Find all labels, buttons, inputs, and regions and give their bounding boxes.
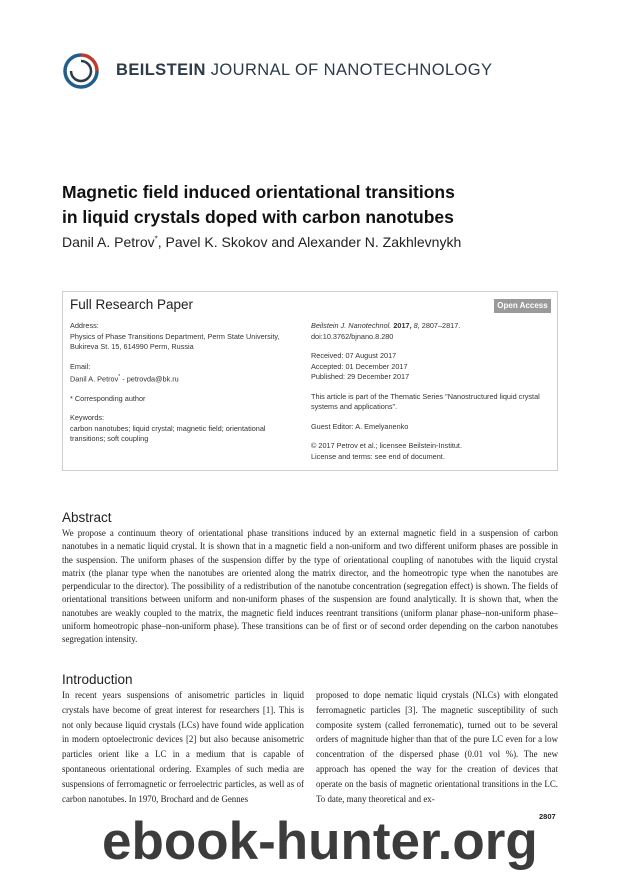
- corresponding-mark: *: [154, 234, 158, 244]
- copyright: © 2017 Petrov et al.; licensee Beilstein-Institut.: [311, 441, 462, 450]
- article-title: [62, 180, 482, 230]
- keywords: carbon nanotubes; liquid crystal; magnetic field; orientational transitions; soft coupling: [70, 423, 266, 444]
- address-label: Address:: [70, 321, 99, 330]
- journal-logo: [62, 52, 100, 90]
- citation-year: 2017,: [391, 321, 412, 330]
- address-line-1: Physics of Phase Transitions Department, Perm State University,: [70, 331, 280, 341]
- title-line-1: Magnetic field induced orientational transitions: [62, 182, 455, 202]
- received-date: Received: 07 August 2017: [311, 351, 397, 360]
- corresponding-author-note: * Corresponding author: [70, 393, 146, 403]
- address-line-2: Bukireva St. 15, 614990 Perm, Russia: [70, 342, 194, 351]
- citation-volume: 8,: [411, 321, 420, 330]
- thematic-series-link[interactable]: This article is part of the Thematic Series "Nanostructured liquid crystal systems and applications".: [311, 391, 540, 411]
- license-link[interactable]: License and terms: see end of document.: [311, 451, 445, 461]
- author-1: Danil A. Petrov: [62, 234, 155, 250]
- abstract-heading: Abstract: [62, 510, 112, 525]
- citation: [311, 321, 551, 332]
- other-authors: , Pavel K. Skokov and Alexander N. Zakhlevnykh: [157, 234, 462, 250]
- introduction-heading: Introduction: [62, 672, 133, 687]
- logo-ring-icon: [62, 52, 100, 90]
- doi-link[interactable]: doi:10.3762/bjnano.8.280: [311, 331, 394, 341]
- email-line: [70, 372, 300, 385]
- guest-editor: Guest Editor: A. Emelyanenko: [311, 421, 409, 431]
- paper-type: Full Research Paper: [70, 297, 194, 312]
- journal-name-rest: JOURNAL OF NANOTECHNOLOGY: [205, 61, 493, 79]
- published-date: Published: 29 December 2017: [311, 372, 410, 381]
- introduction-left-column: In recent years suspensions of anisometric particles in liquid crystals have become of great interest for researchers [1]. This is not only because liquid crystals (LCs) have found wide application in modern optoelectronic devices [2] but also because anisometric particles orient like a LC in a medium that is capable of spontaneous orientational ordering. Examples of such media are suspensions of ferromagnetic or ferroelectric particles, as well as of carbon nanotubes. In 1970, Brochard and de Gennes: [62, 690, 304, 804]
- accepted-date: Accepted: 01 December 2017: [311, 361, 408, 371]
- author-list: [62, 234, 461, 250]
- citation-pages: 2807–2817.: [419, 321, 461, 330]
- info-left-column: [70, 321, 300, 452]
- page-number: 2807: [539, 812, 556, 821]
- email-name: Danil A. Petrov: [70, 374, 119, 384]
- email-label: Email:: [70, 361, 91, 371]
- email-mark: *: [118, 374, 121, 380]
- title-line-2: in liquid crystals doped with carbon nanotubes: [62, 207, 454, 227]
- info-right-column: [311, 321, 551, 469]
- watermark: ebook-hunter.org: [102, 812, 538, 871]
- citation-journal: Beilstein J. Nanotechnol.: [311, 321, 392, 330]
- email-address-link[interactable]: - petrovda@bk.ru: [120, 374, 179, 384]
- journal-name-bold: BEILSTEIN: [116, 61, 206, 79]
- journal-name: [116, 61, 492, 80]
- keywords-label: Keywords:: [70, 413, 105, 423]
- open-access-badge[interactable]: Open Access: [494, 299, 551, 313]
- introduction-right-column: proposed to dope nematic liquid crystals (NLCs) with elongated ferromagnetic particles [3]. The magnetic susceptibility of such composite system (called ferronematic), turned out to be several orders of magnitude higher than that of the pure LC even for a low concentration of the dispersed phase (0.01 vol %). The new approach has opened the way for the creation of devices that operate on the basis of magnetic orientational transitions in the LC. To date, many theoretical and ex-: [316, 690, 558, 804]
- abstract-text: We propose a continuum theory of orientational phase transitions induced by an external magnetic field in a suspension of carbon nanotubes in a nematic liquid crystal. It is shown that in a magnetic field a non-uniform and two different uniform phases are possible in the suspension. The uniform phases of the suspension differ by the type of orientational coupling of nanotubes with the liquid crystal matrix (the planar type when the nanotubes are oriented along the matrix director, and the homeotropic type when the nanotubes are perpendicular to the director). The possibility of a redistribution of the nanotube concentration (segregation effect) is shown. The fields of orientational transitions between uniform and non-uniform phases of the suspension are found analytically. It is shown that, when the nanotubes are weakly coupled to the matrix, the magnetic field induces reentrant transitions (uniform planar phase–non-uniform phase–uniform homeotropic phase–non-uniform phase). These transitions can be of first or of second order depending on the carbon nanotubes segregation intensity.: [62, 528, 558, 645]
